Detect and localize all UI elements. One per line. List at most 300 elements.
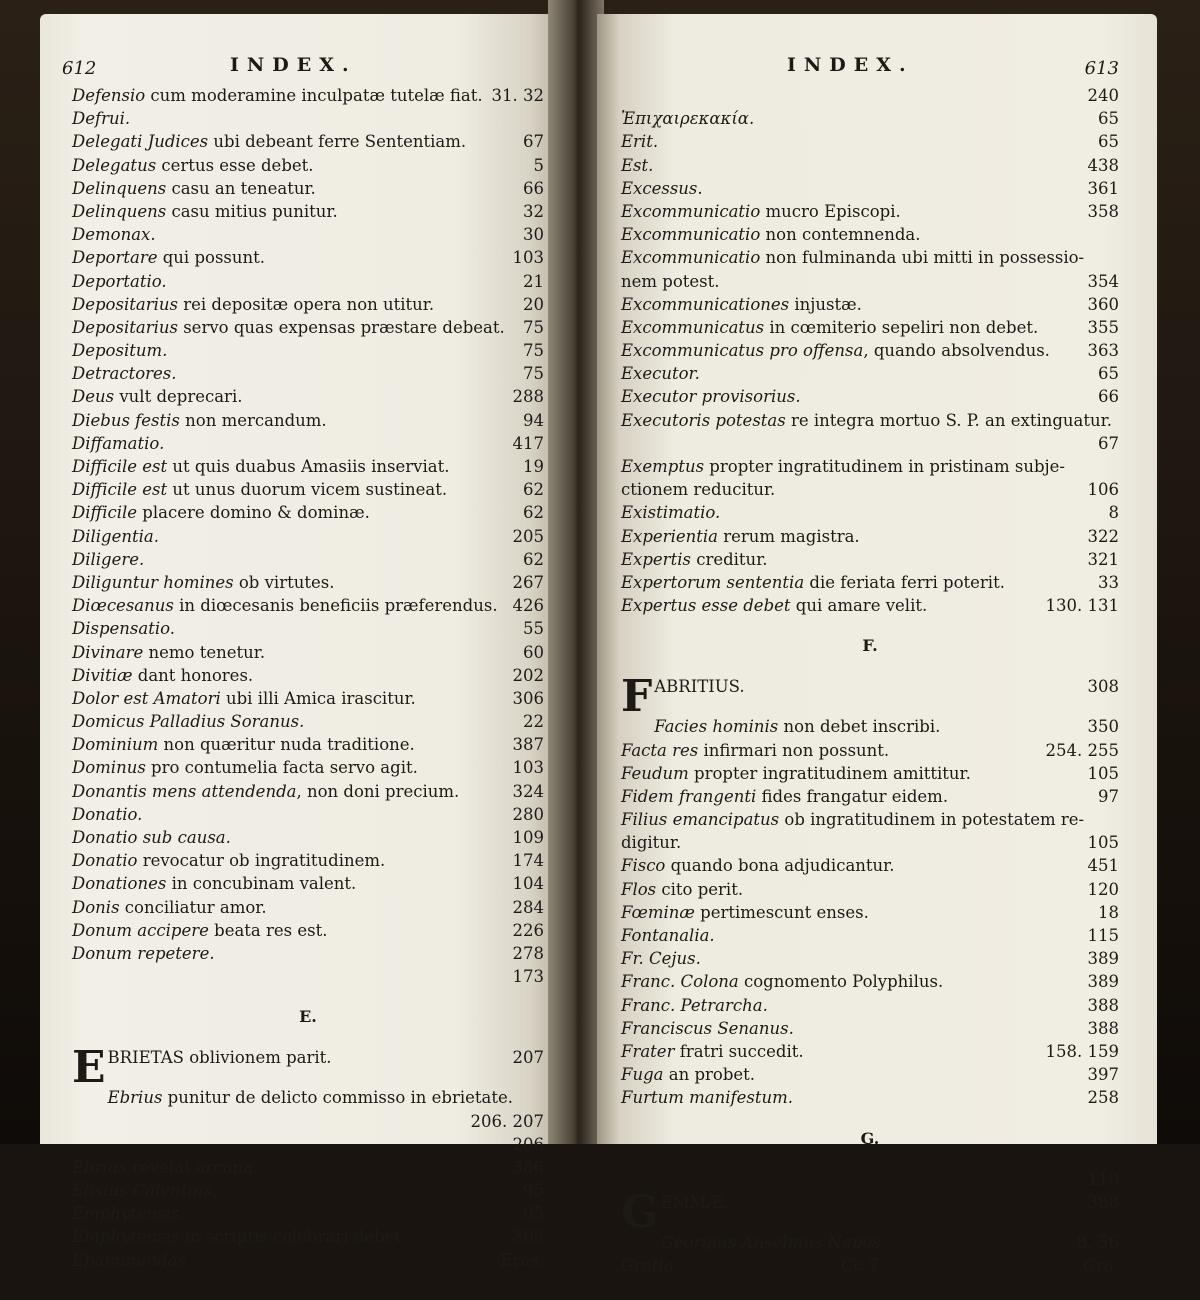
entry-term: Excommunicatus pro offensa [621,341,864,361]
index-entry [621,994,1119,1017]
index-entry [72,710,544,733]
entry-page-ref: 105 [1087,833,1119,853]
entry-page-ref: 207 [512,1048,544,1068]
entry-page-ref: 202 [512,665,544,685]
entry-page-ref: 115 [1087,926,1119,945]
entry-page-ref: 95 [523,1181,544,1201]
index-entry [72,803,544,826]
index-entry [72,826,544,849]
entry-term: Delinquens [72,201,167,221]
entry-page-ref: 31. 32 [491,86,544,105]
entry-text: nemo tenetur. [143,642,266,662]
drop-capital: E [72,1042,106,1094]
entry-term: Est. [621,155,654,175]
index-entry [621,854,1119,877]
entry-page-ref: 104 [512,874,544,894]
entry-term: Expertis [621,549,691,569]
index-entry [621,409,1119,432]
index-entry [621,1168,1119,1191]
entry-text: vult deprecari. [114,387,243,407]
page-header-left: INDEX. [230,54,357,76]
entry-page-ref: 8. 56 [1077,1232,1119,1252]
entry-page-ref: 254. 255 [1045,740,1119,760]
entry-text: beata res est. [208,920,328,940]
index-entry [621,385,1119,408]
entry-text: cognomento Polyphilus. [738,972,944,992]
entry-text: qui amare velit. [790,596,928,616]
index-entry [72,385,544,408]
entry-term: Emphyteusis [72,1227,180,1247]
entry-term: Facies hominis [654,717,779,737]
entry-text: in concubinam valent. [166,874,357,894]
entry-term: Difficile est [72,480,168,500]
entry-term: Flos [621,879,657,899]
entry-page-ref: 18 [1098,902,1119,922]
entry-term: Expertorum sententia [621,572,805,592]
entry-text: ut quis duabus Amasiis inserviat. [167,457,450,476]
entry-page-ref: 22 [523,712,544,732]
index-entry [72,293,544,316]
index-entry [621,571,1119,594]
entry-page-ref: 67 [1098,433,1119,453]
entry-term: Donantis mens attendenda [72,781,297,801]
entry-page-ref: 62 [523,549,544,569]
entry-page-ref: 32 [523,201,544,221]
entry-term: Franc. Colona [621,972,739,992]
index-entry [621,362,1119,385]
index-entry [72,942,544,965]
index-entry [621,762,1119,785]
index-entry [72,1202,544,1225]
entry-text: rei depositæ opera non utitur. [177,294,435,314]
entry-text: creditur. [690,549,768,569]
entry-page-ref: 280 [512,804,544,824]
entry-page-ref: 65 [1098,109,1119,129]
entry-page-ref: 321 [1087,549,1119,569]
entry-page-ref: 354 [1087,271,1119,291]
entry-text: non fulminanda ubi mitti in possessio- [760,248,1085,268]
entry-term: Diœcesanus [72,596,174,616]
entry-term: Delinquens [72,178,167,198]
entry-text: cum moderamine inculpatæ tutelæ fiat. [145,86,483,105]
index-entry [72,548,544,571]
entry-term: Furtum manifestum. [621,1088,793,1108]
entry-term: Executor provisorius. [621,387,801,407]
entry-page-ref: 240 [1087,86,1119,105]
entry-term: Deportare [72,248,158,268]
index-entry [621,501,1119,524]
entry-term: Deportatio. [72,271,167,291]
entry-page-ref: 361 [1087,178,1119,198]
index-entry [621,455,1119,478]
entry-text: non debet inscribi. [778,717,941,737]
entry-page-ref: 438 [1087,155,1119,175]
entry-text: oblivionem parit. [183,1048,332,1068]
entry-term: Excommunicatus [621,317,765,337]
entry-page-ref: 322 [1087,526,1119,546]
entry-page-ref: 358 [1087,201,1119,221]
entry-term: Exemptus [621,457,705,476]
entry-term: Fidem frangenti [621,786,757,806]
index-entry [72,919,544,942]
index-entry [621,808,1119,831]
entry-term: Diligere. [72,549,145,569]
index-entry [621,525,1119,548]
entry-page-ref: 60 [523,642,544,662]
entry-page-ref: 387 [512,735,544,755]
index-entry [72,1225,544,1248]
entry-text: fratri succedit. [674,1041,804,1061]
entry-term: Detractores. [72,364,177,384]
index-entry [72,478,544,501]
entry-term: Emphyteusis. [72,1204,185,1224]
entry-term: Expertus esse debet [621,596,791,616]
entry-page-ref: 206 [512,1134,544,1154]
entry-page-ref: 75 [523,341,544,361]
entry-page-ref: 106 [1087,480,1119,500]
entry-term: Defrui. [72,109,131,129]
entry-term: Donis [72,897,120,917]
index-entry [72,687,544,710]
entry-page-ref: 65 [1098,132,1119,152]
index-entry [72,1042,544,1094]
entry-term: Excommunicatio [621,201,761,221]
entry-term: Domicus Palladius Soranus. [72,712,305,732]
index-entry [72,780,544,803]
entry-text: an probet. [663,1065,756,1085]
entry-page-ref: 109 [512,828,544,847]
index-entry [72,107,544,130]
entry-page-ref: 130. 131 [1045,596,1119,616]
index-entry [72,316,544,339]
entry-page-ref: 206. 207 [470,1111,544,1131]
entry-page-ref: 258 [1087,1088,1119,1108]
entry-page-ref: 75 [523,317,544,337]
entry-text: qui possunt. [157,248,266,268]
entry-term: Deus [72,387,115,407]
entry-text: punitur de delicto commisso in ebrietate. [162,1088,514,1108]
entry-term: Epaminundas. [72,1250,192,1270]
entry-page-ref: 94 [523,410,544,430]
entry-text: digitur. [621,833,682,853]
entry-term: Donum repetere. [72,943,215,963]
index-entry [72,733,544,756]
entry-page-ref: 451 [1087,856,1119,876]
drop-capital: G [621,1186,659,1238]
entry-term: EMMÆ. [660,1192,729,1212]
index-entry [621,84,1119,107]
index-entry [621,478,1119,501]
entry-page-ref: 363 [1087,341,1119,361]
index-entry [72,270,544,293]
index-entry [72,664,544,687]
entry-term: Fisco [621,856,666,876]
catchword-text: Gra. [1082,1256,1119,1276]
index-entry [72,339,544,362]
entry-page-ref: 105 [1087,763,1119,783]
index-entry [621,594,1119,617]
entry-page-ref: 278 [512,943,544,963]
index-entry [72,756,544,779]
entry-page-ref: 8 [1108,503,1119,523]
section-letter: E. [299,1007,317,1027]
left-page [40,14,560,1270]
entry-text: rerum magistra. [717,526,860,546]
entry-text: die feriata ferri poterit. [804,572,1005,592]
entry-text: non quæritur nuda traditione. [158,735,415,755]
entry-page-ref: 389 [1087,949,1119,969]
index-entry [72,432,544,455]
entry-text: certus esse debet. [156,155,314,175]
entry-term: Dominium [72,735,159,755]
entry-text: casu mitius punitur. [166,201,338,221]
entry-term: Filius emancipatus [621,810,780,830]
entry-term: Donatio. [72,804,143,824]
index-entry [72,896,544,919]
entry-term: Delegatus [72,155,157,175]
index-entry [72,177,544,200]
index-entry [72,1110,544,1133]
index-entry [621,1086,1119,1109]
entry-text: ut unus duorum vicem sustineat. [167,480,448,500]
index-entry [621,1063,1119,1086]
index-entry [621,1186,1119,1238]
entry-text: servo quas expensas præstare debeat. [177,317,505,337]
entry-page-ref: 386 [512,1157,544,1177]
entry-text: non contemnenda. [760,225,921,245]
entry-term: Defensio [72,86,146,105]
entry-term: Ebrius [107,1088,163,1108]
entry-text: re integra mortuo S. P. an extinguatur. [785,410,1112,430]
entry-text: ob virtutes. [233,572,335,592]
entry-term: Dominus [72,758,146,778]
entry-text: pertimescunt enses. [694,902,869,922]
index-entry [72,1133,544,1156]
drop-capital: F [621,671,653,723]
entry-term: Georgius Anselmus Nepos. [660,1232,886,1252]
entry-page-ref: 65 [1098,364,1119,384]
index-entry [621,715,1119,738]
entry-page-ref: 288 [512,387,544,407]
entry-term: Depositum. [72,341,168,361]
entry-page-ref: 21 [523,271,544,291]
entry-page-ref: 20 [523,294,544,314]
entry-page-ref: 308 [512,1227,544,1247]
entry-text: non mercandum. [179,410,327,430]
entry-term: Fœminæ [621,902,695,922]
index-entry [621,270,1119,293]
index-entry [72,617,544,640]
entry-text: ctionem reducitur. [621,480,776,500]
index-entry [621,200,1119,223]
entry-page-ref: 355 [1087,317,1119,337]
index-entry [72,872,544,895]
entry-text: in cœmiterio sepeliri non debet. [764,317,1039,337]
entry-page-ref: 350 [1087,717,1119,737]
entry-term: Depositarius [72,294,178,314]
index-entry [72,1086,544,1109]
entry-term: Fontanalia. [621,926,715,945]
entry-page-ref: 19 [523,457,544,476]
entry-term: Divinare [72,642,144,662]
entry-page-ref: 66 [523,178,544,198]
index-entry [72,571,544,594]
entry-page-ref: 158. 159 [1045,1041,1119,1061]
entry-text: in diœcesanis beneficiis præferendus. [173,596,498,616]
entry-term: Demonax. [72,225,156,245]
index-entry [72,594,544,617]
entry-term: Franciscus Senanus. [621,1018,794,1038]
entry-text: cito perit. [656,879,744,899]
entry-text: casu an teneatur. [166,178,316,198]
entry-term: Excommunicatio [621,248,761,268]
entry-page-ref: 388 [1087,995,1119,1015]
entry-text: mucro Episcopi. [760,201,901,221]
entry-page-ref: 205 [512,526,544,546]
entry-term: BRIETAS [107,1048,184,1068]
right-page [597,14,1157,1276]
entry-term: Diligentia. [72,526,160,546]
index-entry [621,316,1119,339]
index-entry [621,970,1119,993]
entry-page-ref: 95 [523,1204,544,1224]
entry-page-ref: 67 [523,132,544,152]
index-entry [621,947,1119,970]
entry-text: ubi debeant ferre Sententiam. [208,132,467,152]
index-entry [621,339,1119,362]
entry-term: Excommunicationes [621,294,790,314]
index-entry [621,671,1119,723]
entry-text: , quando absolvendus. [863,341,1050,361]
entry-page-ref: 97 [1098,786,1119,806]
entry-term: Donatio [72,851,138,871]
entry-page-ref: 324 [512,781,544,801]
index-entry [72,965,544,988]
index-entry [621,1231,1119,1254]
index-entry [621,739,1119,762]
signature-mark: Cc 7 [841,1256,879,1276]
entry-page-ref: 55 [523,619,544,639]
entry-page-ref: 417 [512,433,544,453]
entry-page-ref: 174 [512,851,544,871]
book-gutter [548,0,604,1144]
entry-page-ref: 389 [1087,972,1119,992]
entry-page-ref: 388 [1087,1192,1119,1212]
entry-term: Fuga [621,1065,664,1085]
entry-text: , non doni precium. [296,781,460,801]
index-entry [72,641,544,664]
index-entry [621,177,1119,200]
entry-term: Difficile [72,503,138,523]
entry-page-ref: 308 [1087,677,1119,697]
entry-text: revelat arcana. [126,1157,259,1177]
index-entry [621,785,1119,808]
index-entry [621,432,1119,455]
entry-page-ref: 33 [1098,572,1119,592]
index-entry [72,200,544,223]
entry-term: Diliguntur homines [72,572,234,592]
index-entry [72,223,544,246]
entry-text: propter ingratitudinem in pristinam subje- [704,457,1065,476]
entry-text: quando bona adjudicantur. [665,856,895,876]
entry-term: Executoris potestas [621,410,786,430]
index-entry [621,246,1119,269]
page-number-right: 613 [1084,58,1119,79]
entry-term: Existimatio. [621,503,721,523]
entry-page-ref: 75 [523,364,544,384]
entry-text: dant honores. [132,665,254,685]
left-index-list [72,84,544,1295]
entry-term: Facta res [621,740,699,760]
index-entry [621,831,1119,854]
index-entry [72,130,544,153]
index-entry [72,362,544,385]
entry-term: Ἐπιχαιρεκακία. [621,109,755,129]
entry-page-ref: 267 [512,572,544,592]
index-entry [72,409,544,432]
entry-text: revocatur ob ingratitudinem. [137,851,386,871]
entry-term: Donum accipere [72,920,209,940]
entry-page-ref: 173 [512,967,544,987]
entry-term: Difficile est [72,457,168,476]
entry-text: placere domino & dominæ. [137,503,370,523]
index-entry [72,84,544,107]
entry-page-ref: 388 [1087,1018,1119,1038]
index-entry [621,1040,1119,1063]
index-entry [72,1249,544,1272]
entry-term: Feudum [621,763,689,783]
entry-text: fides frangatur eidem. [756,786,949,806]
index-entry [72,154,544,177]
entry-text: propter ingratitudinem amittitur. [688,763,971,783]
entry-page-ref: 226 [512,920,544,940]
entry-page-ref: 66 [1098,387,1119,407]
index-entry [621,293,1119,316]
index-entry [72,849,544,872]
entry-term: Diffamatio. [72,433,165,453]
entry-page-ref: 110 [1087,1169,1119,1189]
page-number-left: 612 [62,58,97,79]
entry-term: Excommunicatio [621,225,761,245]
index-entry [72,246,544,269]
entry-term: Franc. Petrarcha. [621,995,768,1015]
entry-term: Dispensatio. [72,619,176,639]
entry-page-ref: 120 [1087,879,1119,899]
index-entry [72,1179,544,1202]
entry-term: Elisius Calentius. [72,1181,218,1201]
index-entry [621,878,1119,901]
entry-term: Donationes [72,874,167,894]
index-entry [621,924,1119,947]
entry-term: Excessus. [621,178,703,198]
entry-text: ubi illi Amica irascitur. [220,688,416,708]
entry-term: Erit. [621,132,659,152]
entry-page-ref: 103 [512,758,544,778]
entry-term: Experientia [621,526,718,546]
entry-page-ref: 30 [523,225,544,245]
entry-page-ref: 62 [523,503,544,523]
entry-page-ref: 62 [523,480,544,500]
catchword-text: Eras. [500,1250,544,1270]
entry-text: pro contumelia facta servo agit. [145,758,418,778]
entry-page-ref: 306 [512,688,544,708]
entry-text: infirmari non possunt. [698,740,890,760]
entry-term: Frater [621,1041,675,1061]
section-letter: G. [860,1128,880,1148]
index-entry [621,223,1119,246]
entry-term: Gratia. [621,1255,679,1275]
entry-term: Donatio sub causa. [72,828,231,847]
